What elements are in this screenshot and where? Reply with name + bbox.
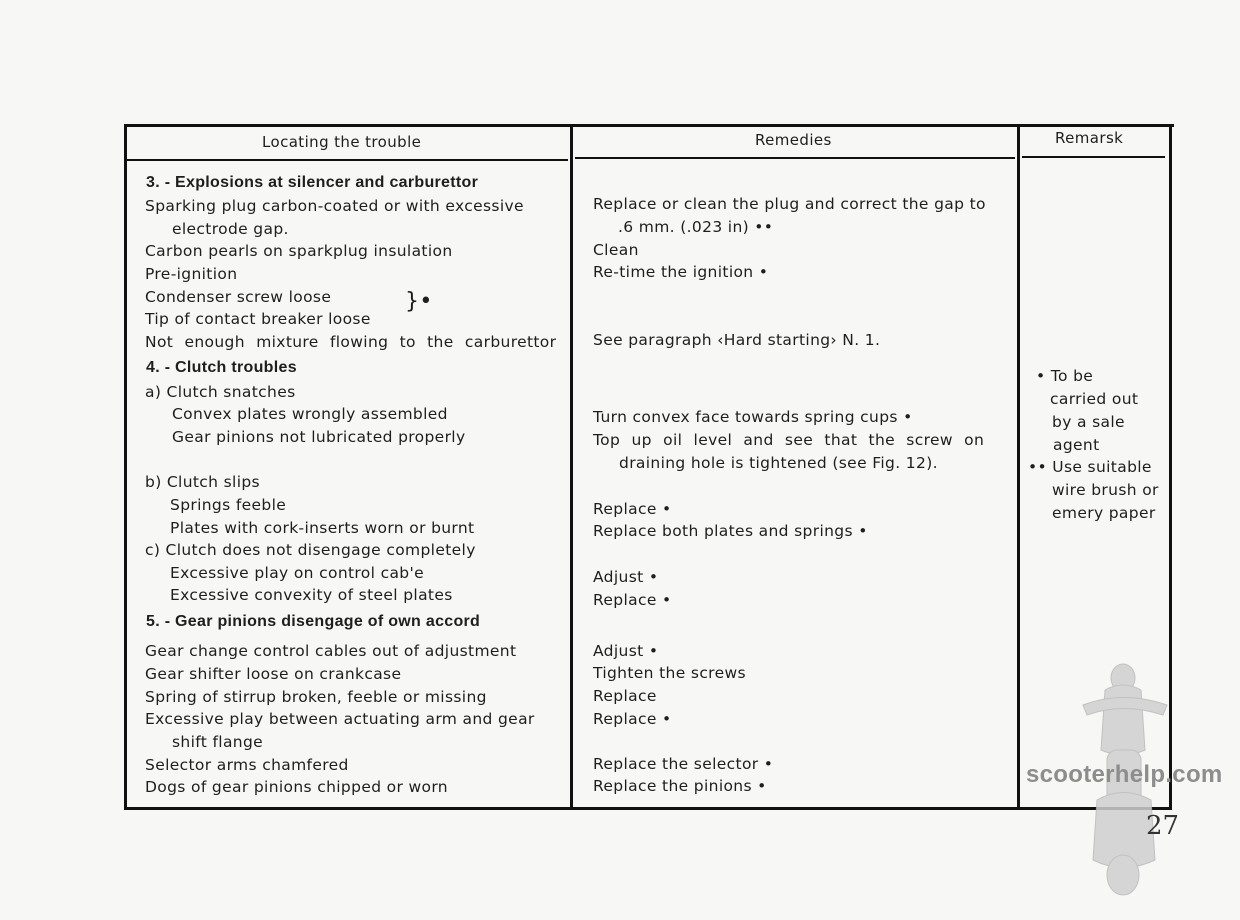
table-bottom-border [124,807,1172,810]
trouble-item: Dogs of gear pinions chipped or worn [145,778,448,796]
trouble-item: c) Clutch does not disengage completely [145,541,476,559]
remedy-item: Replace the pinions • [593,777,767,795]
remedy-item: Replace • [593,500,672,518]
section-5-title: 5. - Gear pinions disengage of own accord [146,613,481,630]
trouble-item: Excessive convexity of steel plates [170,586,453,604]
remedy-item: Replace or clean the plug and correct the gap to [593,195,986,213]
trouble-item: Selector arms chamfered [145,756,349,774]
remark-line: by a sale [1052,413,1125,431]
remark-line: agent [1053,436,1100,454]
remedy-item: Replace • [593,710,672,728]
trouble-item: shift flange [172,733,264,751]
watermark-text: scooterhelp.com [1026,761,1223,788]
trouble-item: Sparking plug carbon-coated or with excessive [145,197,524,215]
header-underline-3 [1022,156,1165,158]
trouble-item: a) Clutch snatches [145,383,296,401]
brace-marker: }• [405,289,433,314]
trouble-item: Spring of stirrup broken, feeble or missing [145,688,487,706]
remedy-item: Re-time the ignition • [593,263,769,281]
trouble-item: Condenser screw loose [145,288,332,306]
header-underline-2 [575,157,1015,159]
trouble-item: Excessive play on control cab'e [170,564,424,582]
remark-line: emery paper [1052,504,1156,522]
table-left-border [124,124,127,809]
remedy-item: Top up oil level and see that the screw on [593,431,985,449]
remedy-item: Turn convex face towards spring cups • [593,408,913,426]
remedy-item: Replace • [593,591,672,609]
trouble-item: Not enough mixture flowing to the carburettor [145,333,557,351]
remark-line: •• Use suitable [1028,458,1152,476]
trouble-item: Plates with cork-inserts worn or burnt [170,519,475,537]
trouble-item: Gear change control cables out of adjustment [145,642,517,660]
header-remarks: Remarsk [1055,129,1124,147]
remedy-item: Replace [593,687,657,705]
trouble-item: Excessive play between actuating arm and gear [145,710,535,728]
trouble-item: b) Clutch slips [145,473,260,491]
remark-line: wire brush or [1052,481,1159,499]
trouble-item: Tip of contact breaker loose [145,310,371,328]
trouble-item: Gear shifter loose on crankcase [145,665,402,683]
remark-line: carried out [1050,390,1139,408]
remedy-item: .6 mm. (.023 in) •• [618,218,774,236]
remedy-item: Adjust • [593,642,659,660]
header-underline-1 [127,159,568,161]
column-divider-1 [570,124,573,807]
remedy-item: draining hole is tightened (see Fig. 12). [619,454,938,472]
remedy-item: Clean [593,241,639,259]
section-4-title: 4. - Clutch troubles [146,359,297,376]
trouble-item: Gear pinions not lubricated properly [172,428,466,446]
column-divider-2 [1017,124,1020,807]
trouble-item: Springs feeble [170,496,287,514]
page-number: 27 [1146,811,1180,841]
trouble-item: electrode gap. [172,220,289,238]
remedy-item: See paragraph ‹Hard starting› N. 1. [593,331,881,349]
header-trouble: Locating the trouble [262,133,422,151]
trouble-item: Convex plates wrongly assembled [172,405,448,423]
trouble-item: Pre-ignition [145,265,238,283]
remark-line: • To be [1036,367,1094,385]
remedy-item: Replace the selector • [593,755,774,773]
section-3-title: 3. - Explosions at silencer and carburettor [146,174,479,191]
header-remedies: Remedies [755,131,832,149]
remedy-item: Tighten the screws [593,664,746,682]
remedy-item: Replace both plates and springs • [593,522,868,540]
trouble-item: Carbon pearls on sparkplug insulation [145,242,453,260]
remedy-item: Adjust • [593,568,659,586]
